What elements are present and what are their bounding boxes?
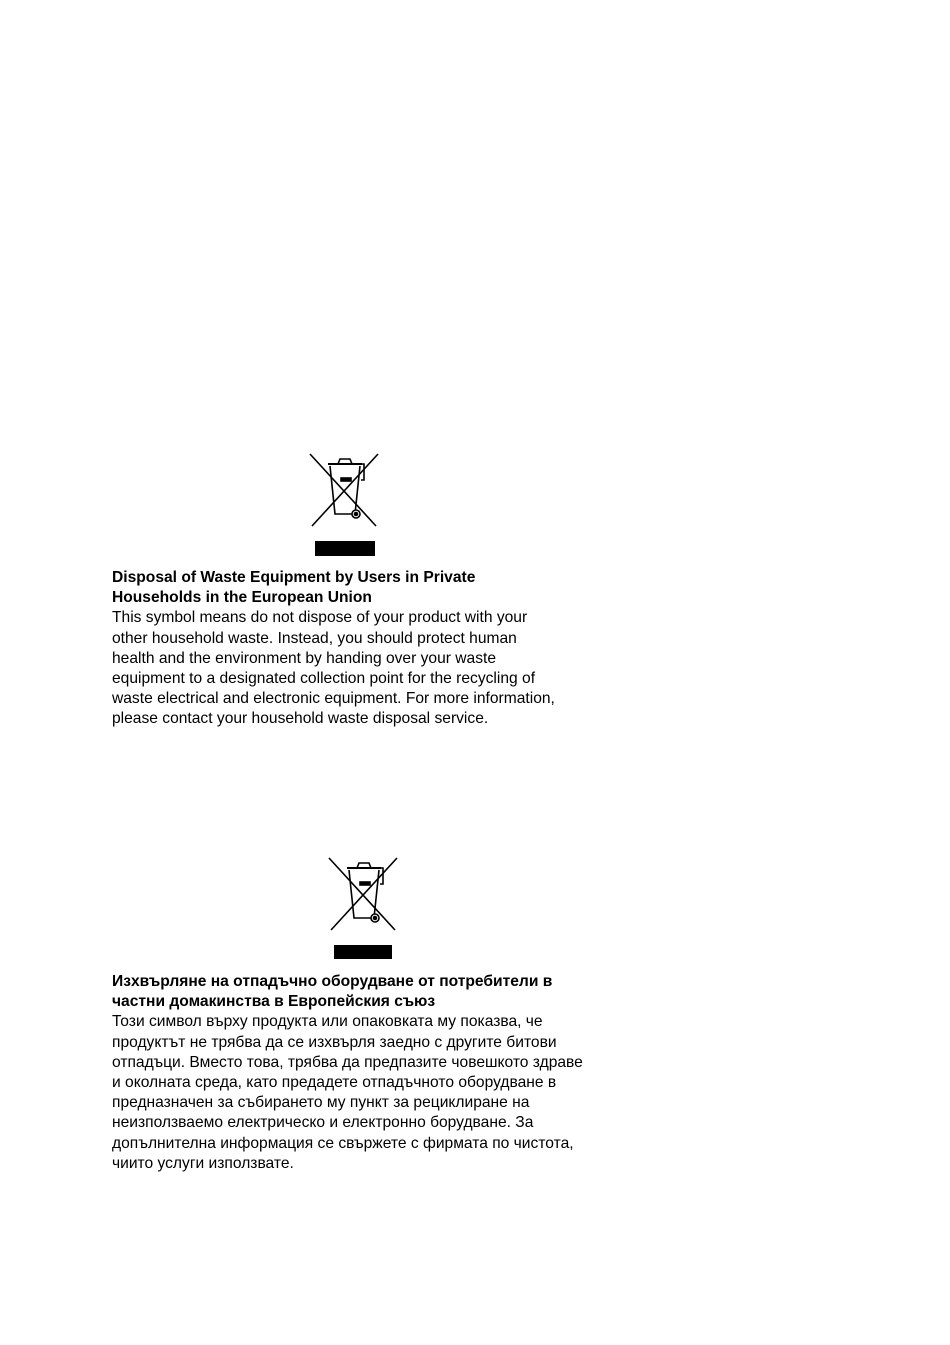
notice-body: This symbol means do not dispose of your product with your other household waste. Instead, you should protect human health and the environment by handing over your waste equipment to a designated collection point for the recycling of waste electrical and electronic equipment. For more information, please contact your household waste disposal service. [112,609,555,728]
notice-title: Disposal of Waste Equipment by Users in Private Households in the European Union [112,569,476,607]
crossed-out-wheelie-bin-icon [323,854,403,934]
crossed-out-wheelie-bin-icon [304,450,384,530]
weee-underline-bar [315,541,375,556]
notice-body: Този символ върху продукта или опаковката му показва, че продуктът не трябва да се изхвърля заедно с другите битови отпадъци. Вместо това, трябва да предпазите човешкото здраве и околната среда, като предадете отпадъчното оборудване в предназначен за събирането му пункт за рециклиране на неизползваемо електрическо и електронно борудване. За допълнителна информация се свържете с фирмата по чистота, чиито услуги използвате. [112,1013,583,1172]
notice-title: Изхвърляне на отпадъчно оборудване от потребители в частни домакинства в Европейския съюз [112,973,553,1011]
notice-bulgarian [112,972,672,1174]
notice-english [112,568,672,730]
weee-underline-bar [334,945,392,959]
